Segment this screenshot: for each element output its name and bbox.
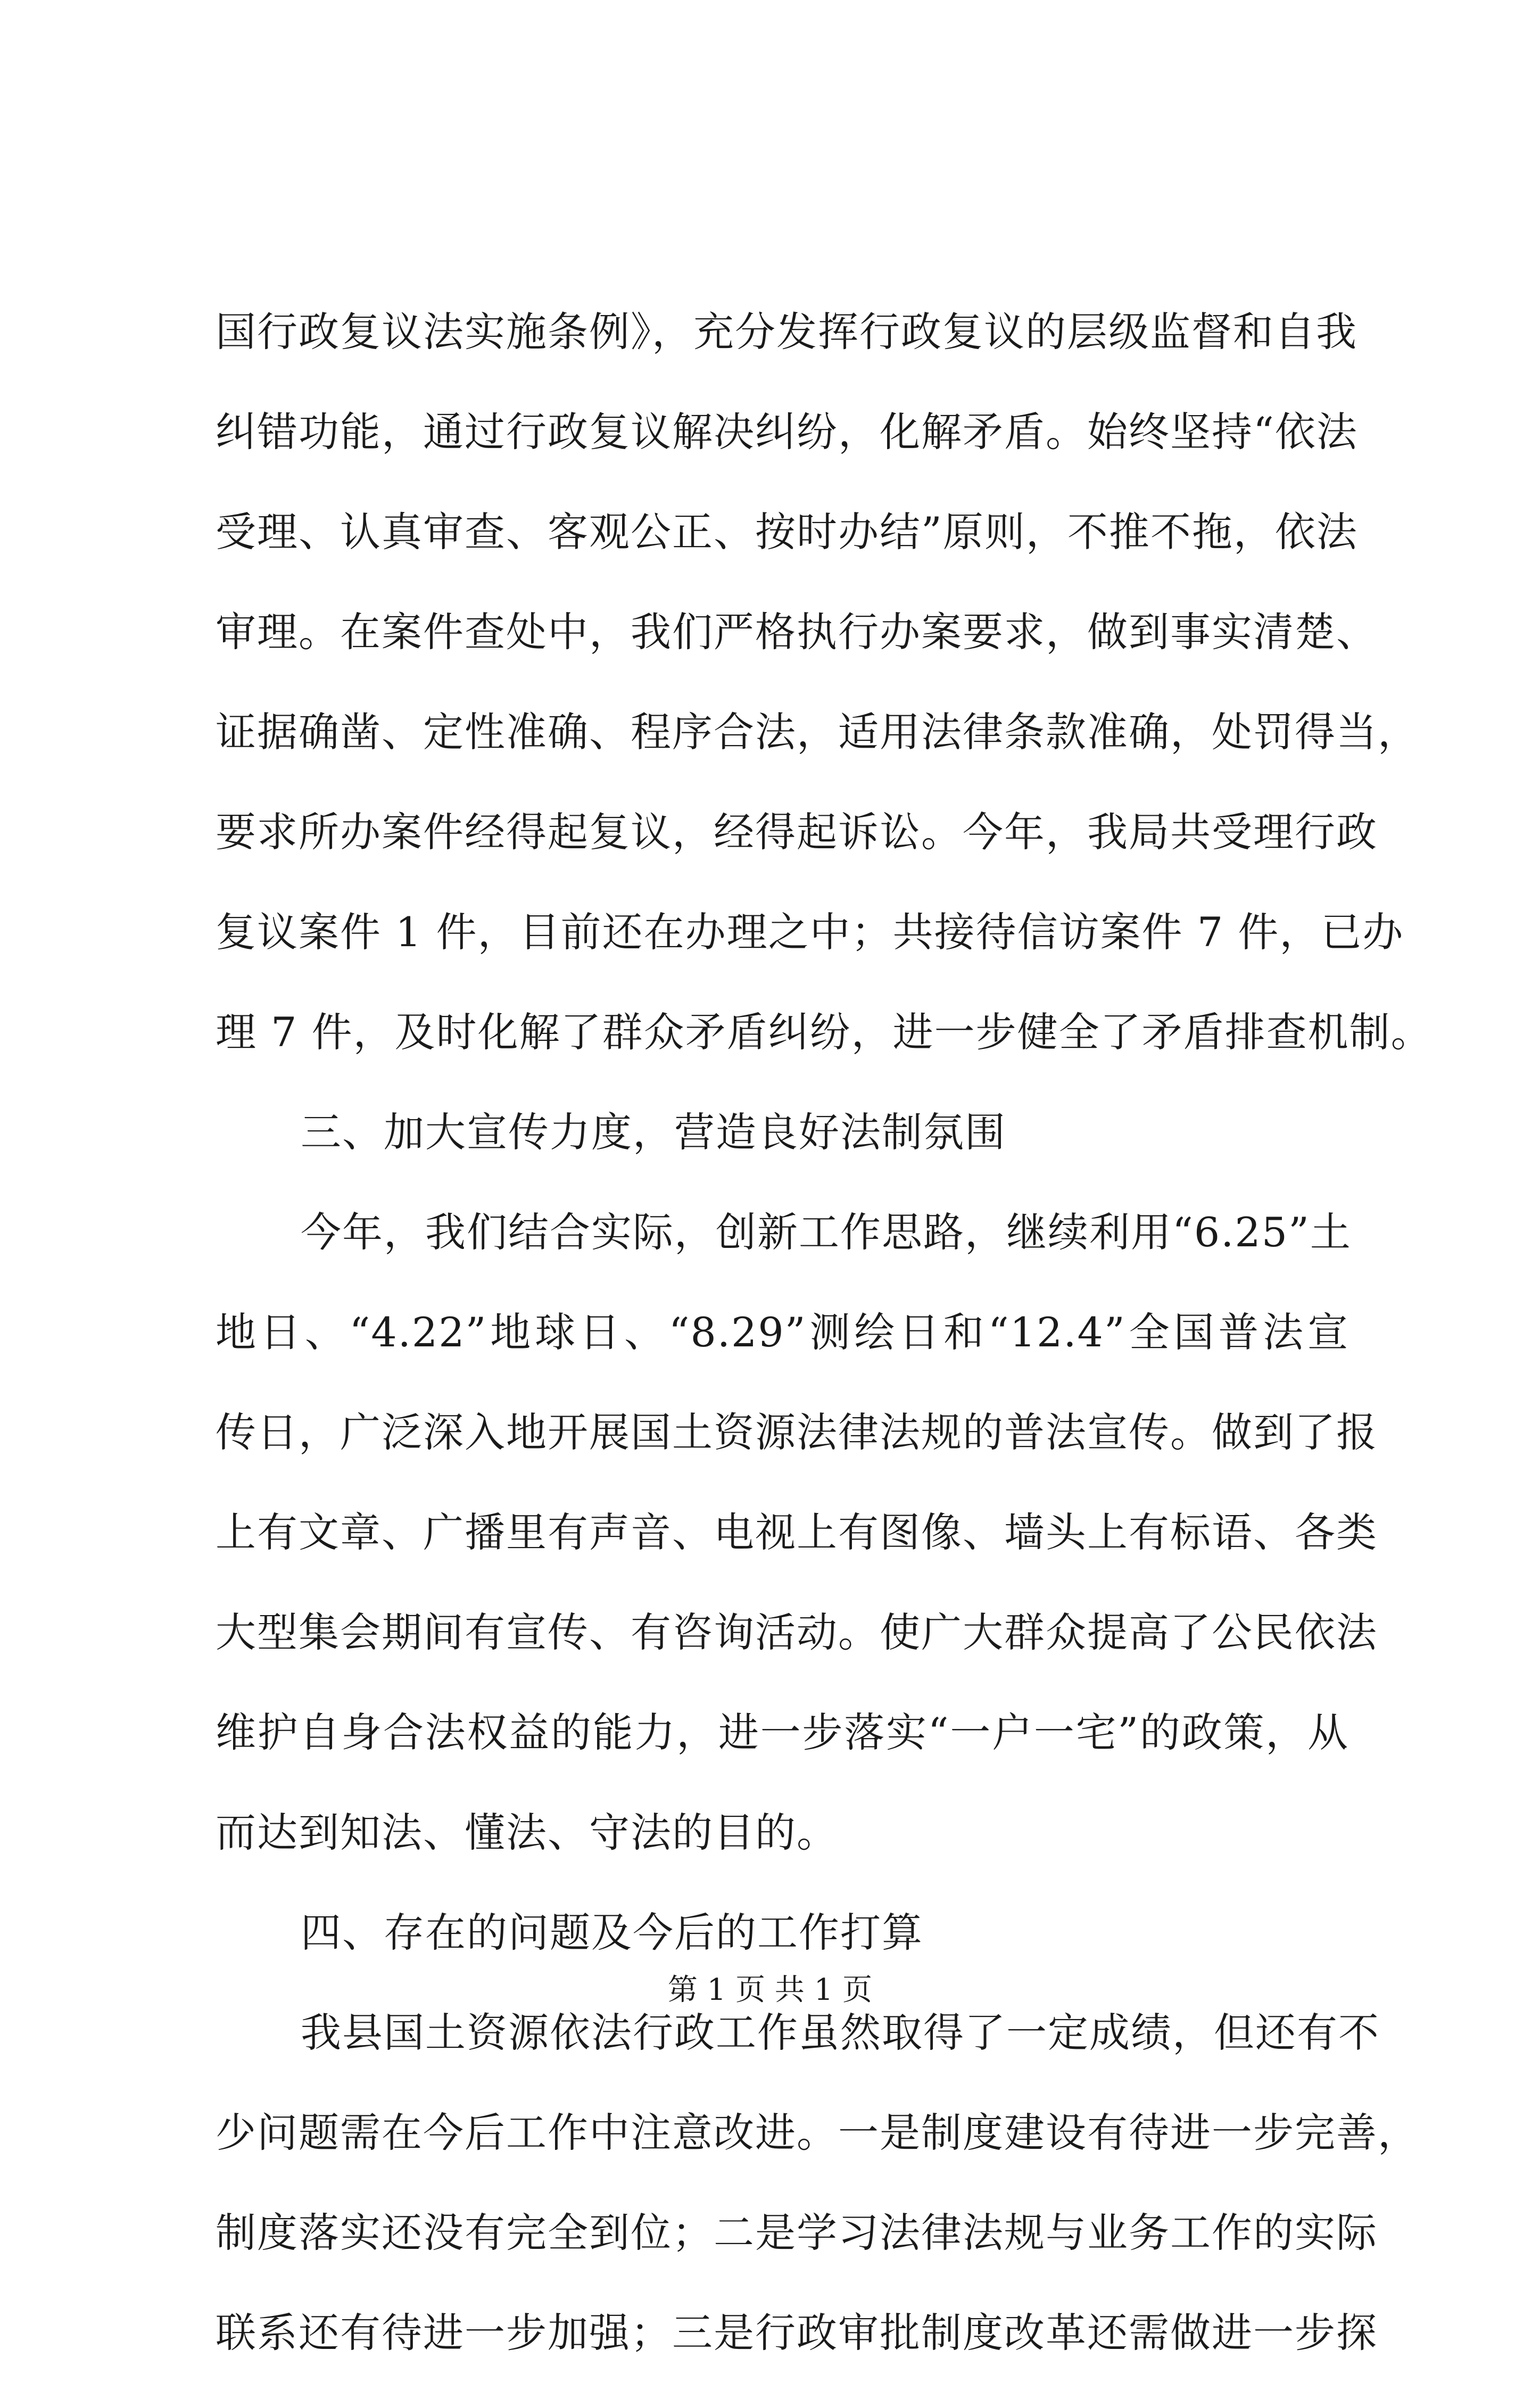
text-line: 而达到知法、懂法、守法的目的。	[216, 1809, 838, 1856]
section-heading: 四、存在的问题及今后的工作打算	[301, 1909, 923, 1956]
text-line: 传日，广泛深入地开展国土资源法律法规的普法宣传。做到了报	[216, 1409, 1378, 1456]
text-line: 制度落实还没有完全到位；二是学习法律法规与业务工作的实际	[216, 2209, 1378, 2256]
text-line: 证据确凿、定性准确、程序合法，适用法律条款准确，处罚得当，	[216, 708, 1419, 756]
text-line: 复议案件 1 件，目前还在办理之中；共接待信访案件 7 件，已办	[216, 908, 1404, 956]
text-line: 少问题需在今后工作中注意改进。一是制度建设有待进一步完善，	[216, 2109, 1419, 2156]
section-heading: 三、加大宣传力度，营造良好法制氛围	[301, 1108, 1006, 1156]
text-line: 联系还有待进一步加强；三是行政审批制度改革还需做进一步探	[216, 2309, 1378, 2356]
text-line: 纠错功能，通过行政复议解决纠纷，化解矛盾。始终坚持“依法	[216, 408, 1358, 456]
text-line: 受理、认真审查、客观公正、按时办结”原则，不推不拖，依法	[216, 508, 1358, 556]
text-line: 地日、“4.22”地球日、“8.29”测绘日和“12.4”全国普法宣	[216, 1309, 1349, 1356]
text-line: 理 7 件，及时化解了群众矛盾纠纷，进一步健全了矛盾排查机制。	[216, 1008, 1433, 1056]
text-line: 我县国土资源依法行政工作虽然取得了一定成绩，但还有不	[301, 2009, 1380, 2056]
page-number-footer: 第 1 页 共 1 页	[667, 1973, 873, 2007]
text-line: 大型集会期间有宣传、有咨询活动。使广大群众提高了公民依法	[216, 1609, 1378, 1656]
text-line: 今年，我们结合实际，创新工作思路，继续利用“6.25”土	[301, 1209, 1352, 1256]
text-line: 上有文章、广播里有声音、电视上有图像、墙头上有标语、各类	[216, 1509, 1378, 1556]
text-line: 要求所办案件经得起复议，经得起诉讼。今年，我局共受理行政	[216, 808, 1378, 856]
document-body	[216, 282, 1433, 2383]
text-line: 审理。在案件查处中，我们严格执行办案要求，做到事实清楚、	[216, 608, 1378, 656]
text-line: 维护自身合法权益的能力，进一步落实“一户一宅”的政策，从	[216, 1709, 1349, 1756]
text-line: 国行政复议法实施条例》，充分发挥行政复议的层级监督和自我	[216, 308, 1357, 355]
